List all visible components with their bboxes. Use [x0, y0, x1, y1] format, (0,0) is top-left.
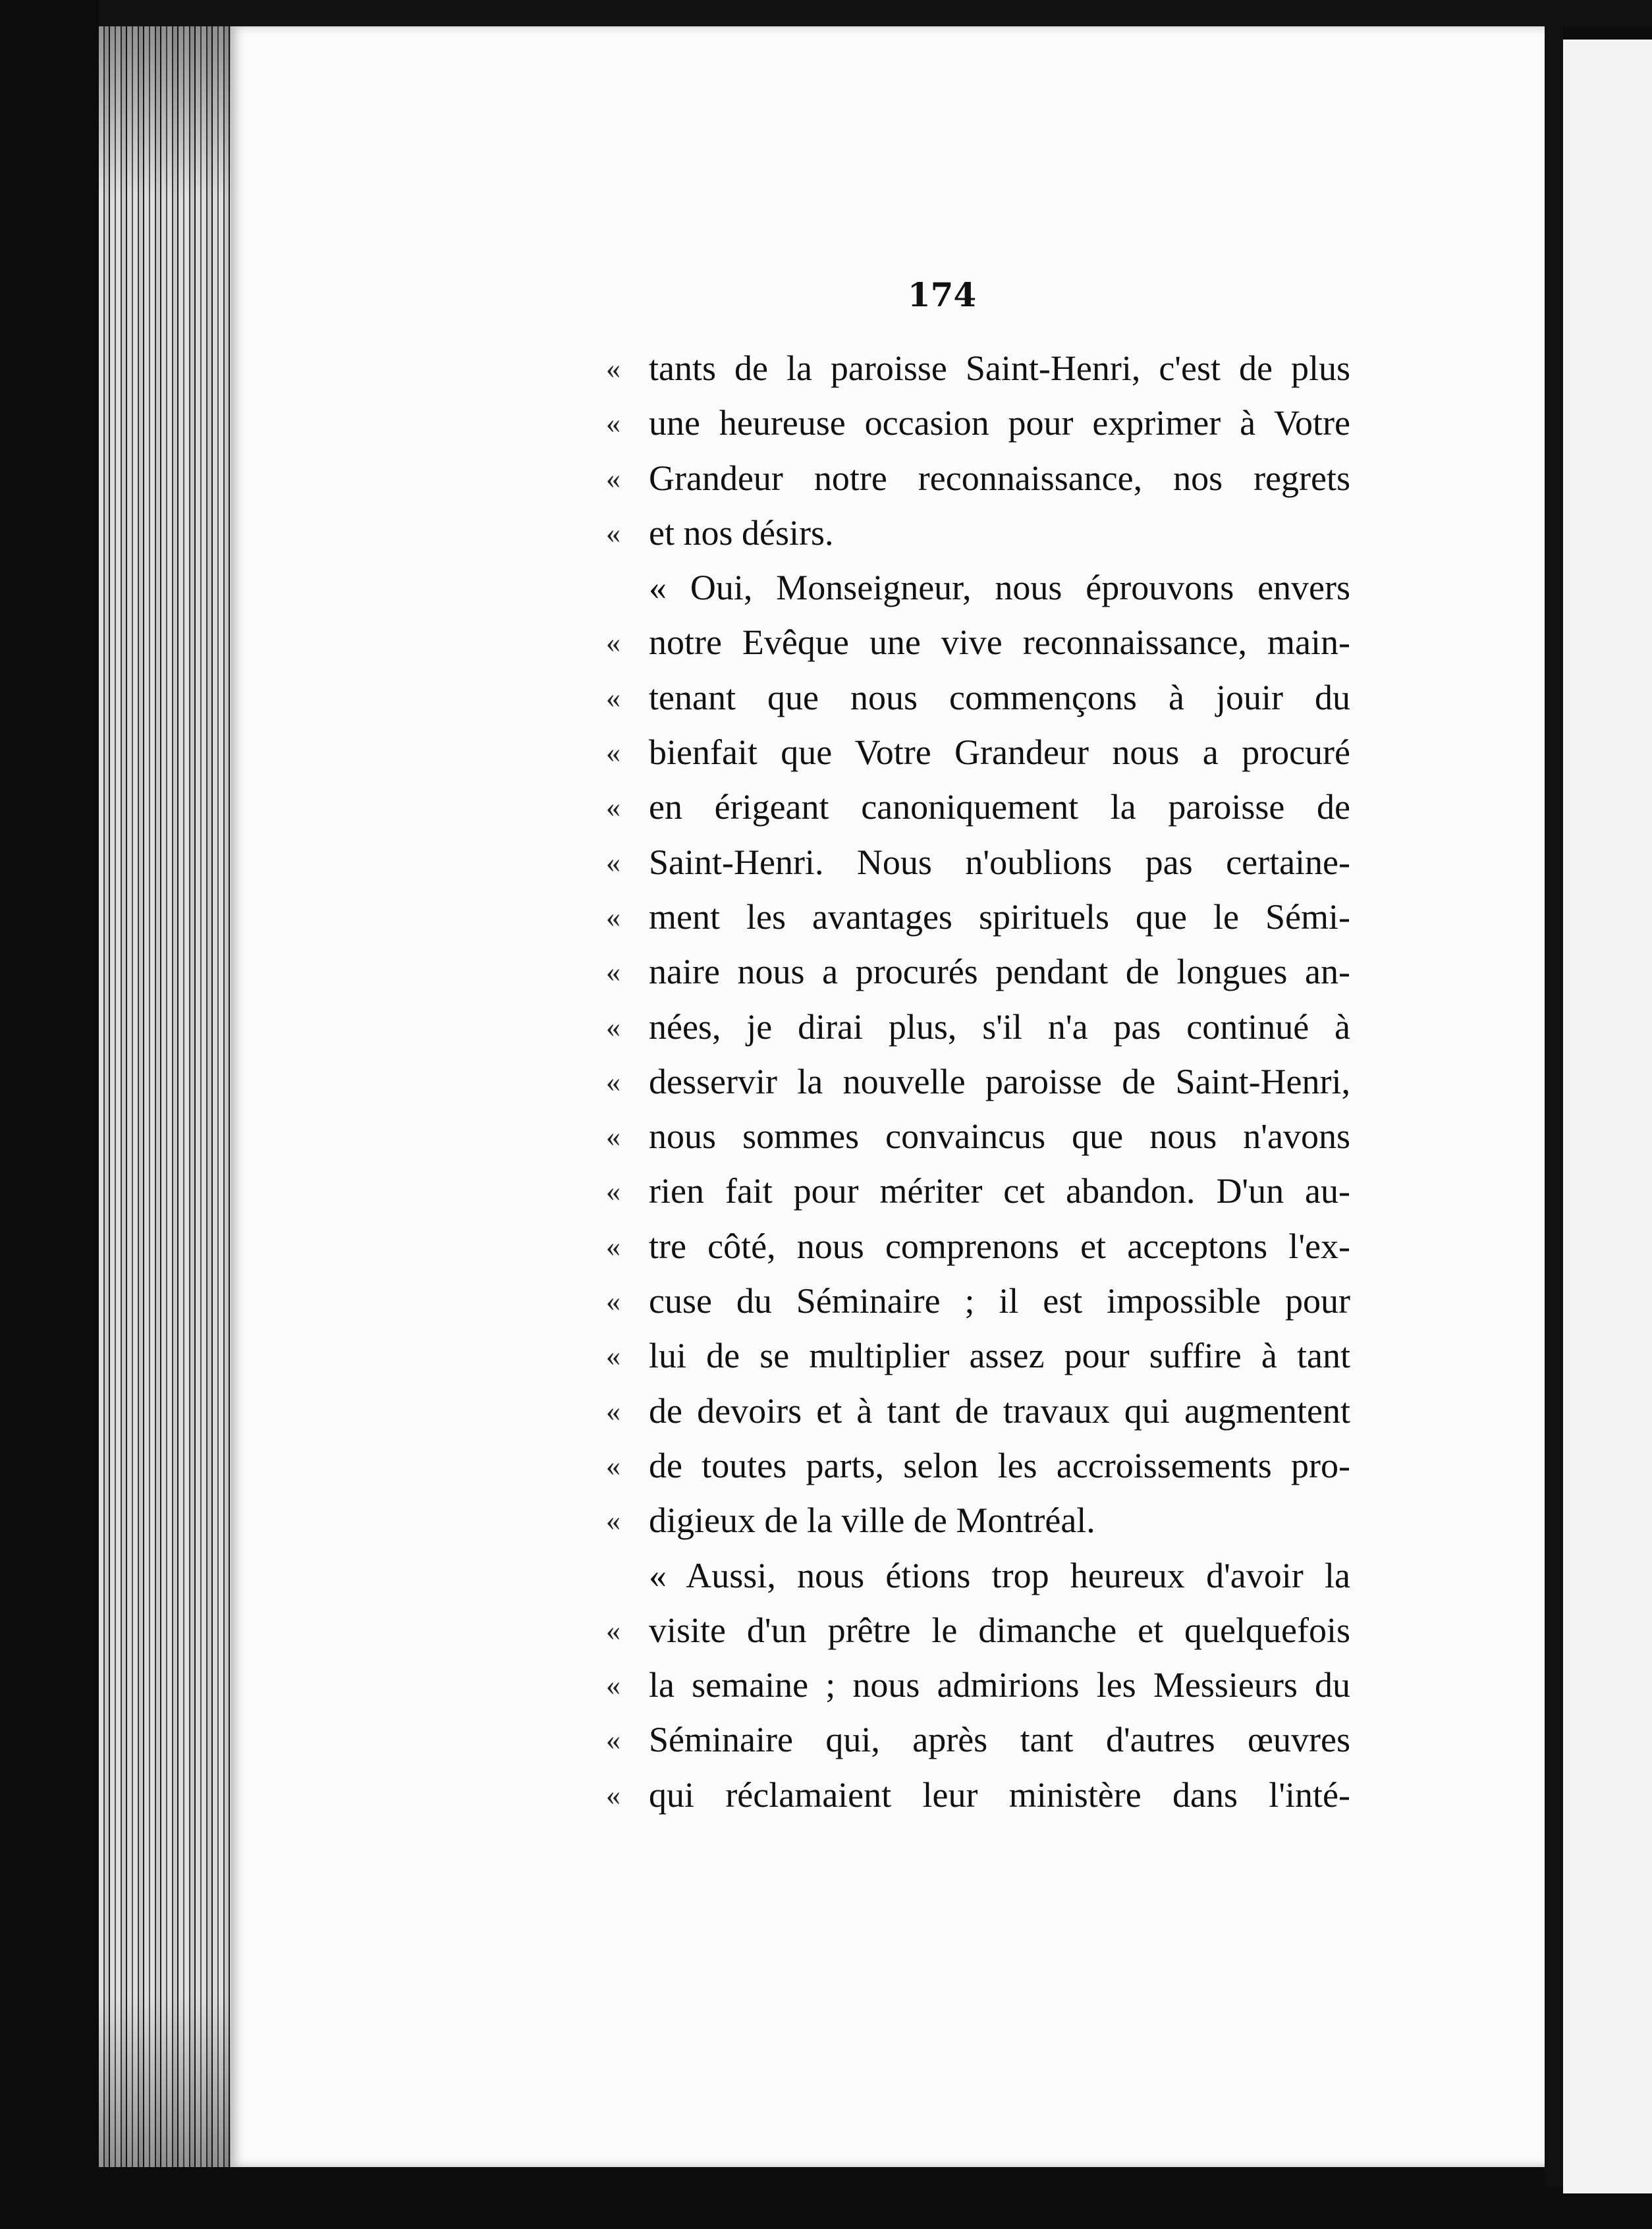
page-edges-stack — [99, 26, 237, 2167]
quote-mark: « — [606, 352, 620, 385]
line-text: Séminaire qui, après tant d'autres œuvres — [649, 1720, 1350, 1760]
quote-mark: « — [606, 1010, 620, 1043]
text-line — [606, 1603, 1350, 1658]
text-line — [606, 1274, 1350, 1329]
line-text: tre côté, nous comprenons et acceptons l'ex- — [649, 1226, 1350, 1266]
line-text: la semaine ; nous admirions les Messieurs du — [649, 1665, 1350, 1705]
scan-border-top — [99, 0, 1652, 26]
quote-mark: « — [606, 462, 620, 495]
text-line — [606, 890, 1350, 945]
quote-mark: « — [606, 1724, 620, 1757]
quote-mark: « — [606, 1504, 620, 1537]
quote-mark: « — [606, 1669, 620, 1702]
quote-mark: « — [606, 1065, 620, 1098]
quote-mark: « — [606, 626, 620, 659]
quote-mark: « — [606, 407, 620, 440]
quote-mark: « — [606, 1285, 620, 1318]
text-line — [606, 725, 1350, 780]
line-text: cuse du Séminaire ; il est impossible pour — [649, 1281, 1350, 1321]
text-line — [606, 1713, 1350, 1767]
text-line — [606, 780, 1350, 835]
line-text: visite d'un prêtre le dimanche et quelquefois — [649, 1610, 1350, 1650]
line-text: digieux de la ville de Montréal. — [649, 1500, 1095, 1541]
quote-mark: « — [606, 1449, 620, 1482]
facing-page-edge — [1563, 40, 1652, 2193]
line-text: Saint-Henri. Nous n'oublions pas certaine- — [649, 842, 1350, 882]
line-text: en érigeant canoniquement la paroisse de — [649, 787, 1350, 827]
text-line — [606, 1493, 1350, 1548]
line-text: Grandeur notre reconnaissance, nos regrets — [649, 458, 1350, 498]
line-text: bienfait que Votre Grandeur nous a procuré — [649, 732, 1350, 773]
text-line — [606, 561, 1350, 615]
line-text: de toutes parts, selon les accroissements pro- — [649, 1445, 1350, 1485]
page-number: 174 — [907, 275, 977, 314]
line-text: naire nous a procurés pendant de longues an- — [649, 952, 1350, 992]
quote-mark: « — [606, 1230, 620, 1263]
quote-mark: « — [606, 791, 620, 824]
text-line — [606, 1384, 1350, 1439]
quote-mark: « — [606, 1120, 620, 1153]
line-text: qui réclamaient leur ministère dans l'inté- — [649, 1775, 1350, 1815]
text-line — [606, 835, 1350, 890]
line-text: et nos désirs. — [649, 512, 834, 553]
text-line — [606, 396, 1350, 451]
text-line — [606, 1164, 1350, 1219]
text-line — [606, 1549, 1350, 1603]
quote-mark: « — [606, 846, 620, 879]
text-line — [606, 506, 1350, 561]
line-text: desservir la nouvelle paroisse de Saint-Henri, — [649, 1061, 1350, 1101]
text-line — [606, 1439, 1350, 1493]
text-line — [606, 1055, 1350, 1109]
line-text: ment les avantages spirituels que le Sémi- — [649, 896, 1350, 937]
line-text: « Aussi, nous étions trop heureux d'avoir la — [649, 1555, 1350, 1595]
quote-mark: « — [606, 900, 620, 933]
line-text: une heureuse occasion pour exprimer à Votre — [649, 403, 1350, 443]
quote-mark: « — [606, 956, 620, 989]
line-text: « Oui, Monseigneur, nous éprouvons envers — [649, 568, 1350, 608]
quote-mark: « — [606, 736, 620, 769]
body-text — [606, 341, 1350, 1823]
text-line — [606, 1658, 1350, 1713]
text-line — [606, 341, 1350, 396]
line-text: notre Evêque une vive reconnaissance, main- — [649, 622, 1350, 663]
line-text: de devoirs et à tant de travaux qui augmentent — [649, 1390, 1350, 1431]
quote-mark: « — [606, 681, 620, 714]
text-line — [606, 1000, 1350, 1055]
text-line — [606, 451, 1350, 506]
quote-mark: « — [606, 1778, 620, 1811]
text-line — [606, 615, 1350, 670]
text-line — [606, 1219, 1350, 1274]
text-line — [606, 671, 1350, 725]
line-text: nous sommes convaincus que nous n'avons — [649, 1116, 1350, 1157]
quote-mark: « — [606, 1340, 620, 1373]
line-text: nées, je dirai plus, s'il n'a pas continué à — [649, 1006, 1350, 1047]
quote-mark: « — [606, 1614, 620, 1647]
text-line — [606, 1109, 1350, 1164]
line-text: lui de se multiplier assez pour suffire à tant — [649, 1336, 1350, 1376]
quote-mark: « — [606, 516, 620, 549]
text-line — [606, 1768, 1350, 1823]
text-line — [606, 1329, 1350, 1383]
text-line — [606, 945, 1350, 999]
line-text: rien fait pour mériter cet abandon. D'un au- — [649, 1171, 1350, 1211]
quote-mark: « — [606, 1394, 620, 1427]
quote-mark: « — [606, 1175, 620, 1208]
binding-gutter — [1545, 26, 1563, 2187]
line-text: tants de la paroisse Saint-Henri, c'est de plus — [649, 348, 1350, 388]
line-text: tenant que nous commençons à jouir du — [649, 677, 1350, 717]
